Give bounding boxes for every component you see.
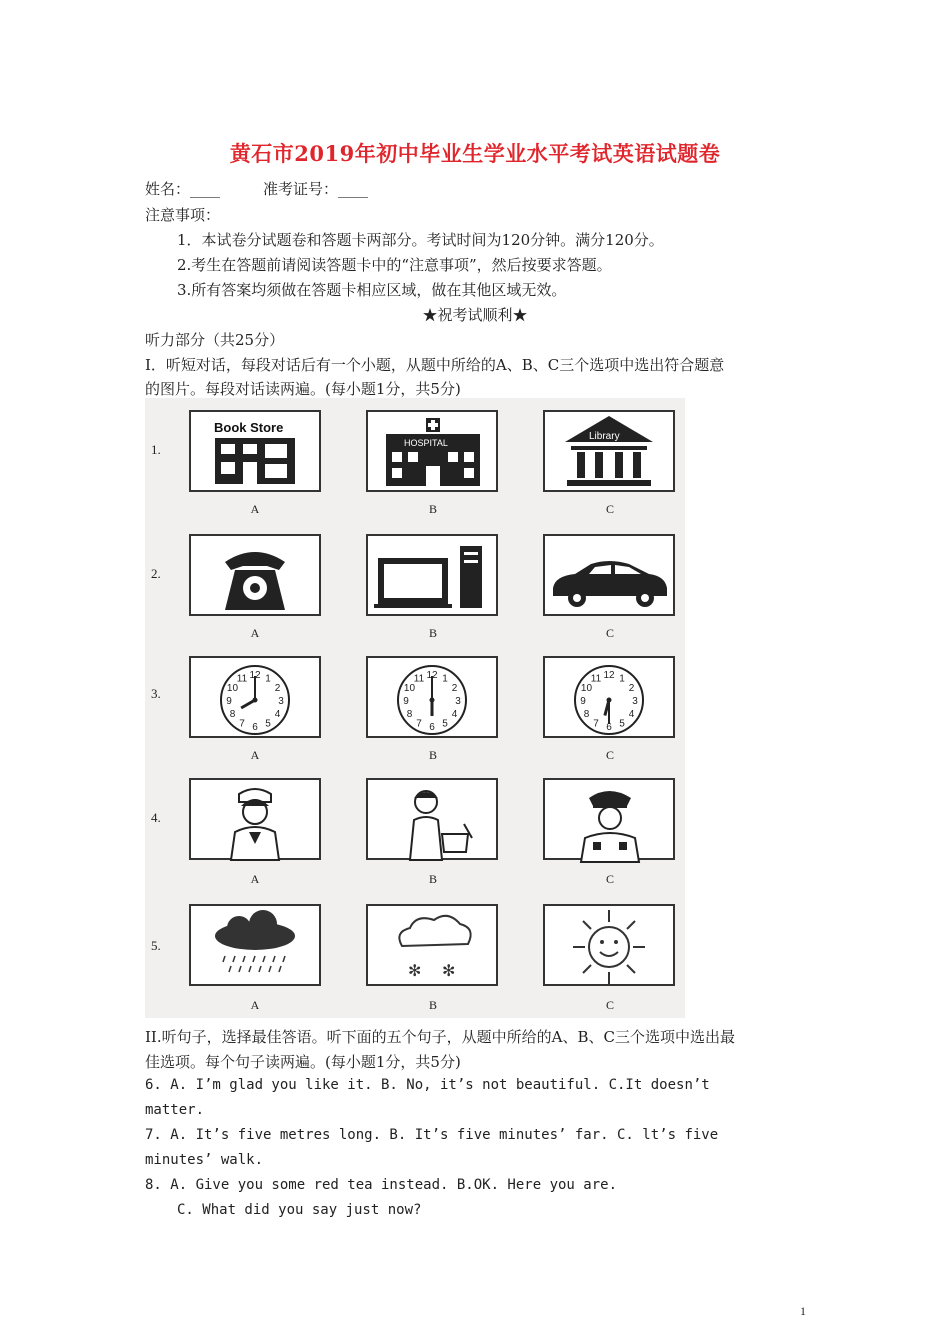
svg-text:3: 3: [455, 696, 461, 707]
page-number: 1: [800, 1304, 806, 1318]
svg-text:7: 7: [416, 718, 422, 730]
notice-item: 3.所有答案均须做在答题卡相应区域，做在其他区域无效。: [177, 281, 567, 299]
svg-text:5: 5: [265, 718, 271, 730]
svg-text:12: 12: [603, 670, 615, 681]
svg-text:8: 8: [229, 709, 236, 720]
id-field: 准考证号：____: [263, 180, 369, 198]
part1-instruction: I．听短对话，每段对话后有一个小题，从题中所给的A、B、C三个选项中选出符合题意: [145, 356, 725, 374]
svg-text:8: 8: [583, 709, 590, 720]
notice-heading: 注意事项：: [145, 206, 221, 224]
library-icon: [545, 412, 673, 490]
option-label: C: [605, 626, 614, 640]
option-label: A: [250, 998, 260, 1012]
svg-text:2: 2: [274, 683, 281, 694]
option-label: A: [250, 626, 260, 640]
svg-text:11: 11: [236, 673, 248, 685]
option-label: B: [428, 998, 437, 1012]
question-6-cont: matter.: [145, 1102, 205, 1118]
sun-icon: [545, 906, 673, 988]
svg-text:9: 9: [580, 696, 586, 707]
svg-text:5: 5: [442, 718, 448, 730]
svg-text:6: 6: [252, 722, 258, 733]
svg-text:1: 1: [265, 673, 271, 685]
svg-text:✻: ✻: [408, 963, 422, 980]
svg-text:2: 2: [628, 683, 635, 694]
question-number: 5.: [151, 938, 161, 953]
picture-question-grid: [145, 398, 685, 1018]
picture-option[interactable]: [189, 778, 321, 860]
option-label: A: [250, 872, 260, 886]
option-label: A: [250, 748, 260, 762]
svg-text:10: 10: [226, 683, 239, 694]
question-number: 2.: [151, 566, 161, 581]
hospital-icon: [368, 412, 496, 490]
snow-cloud-icon: [368, 906, 496, 988]
question-8: 8. A. Give you some red tea instead. B.OK. Here you are.: [145, 1177, 618, 1193]
svg-text:9: 9: [226, 696, 232, 707]
option-label: A: [250, 502, 260, 516]
svg-text:8: 8: [406, 709, 413, 720]
svg-text:12: 12: [249, 670, 261, 681]
svg-text:6: 6: [429, 722, 435, 733]
option-label: C: [605, 502, 614, 516]
picture-option[interactable]: [189, 656, 321, 738]
svg-text:10: 10: [403, 683, 416, 694]
picture-option[interactable]: [543, 904, 675, 986]
clock-icon: [368, 658, 496, 746]
question-6: 6. A. I’m glad you like it. B. No, it’s not beautiful. C.It doesn’t: [145, 1077, 710, 1093]
book-store-icon: [191, 412, 319, 490]
name-field: 姓名：____: [145, 180, 221, 198]
svg-text:3: 3: [278, 696, 284, 707]
picture-option[interactable]: [543, 778, 675, 860]
svg-text:1: 1: [442, 673, 448, 685]
police-officer-icon: [545, 780, 673, 868]
picture-option[interactable]: [543, 656, 675, 738]
notice-item: 1．本试卷分试题卷和答题卡两部分。考试时间为120分钟。满分120分。: [177, 231, 664, 249]
part2-instruction: II.听句子，选择最佳答语。听下面的五个句子，从题中所给的A、B、C三个选项中选出最: [145, 1028, 735, 1046]
picture-option[interactable]: [189, 410, 321, 492]
picture-option[interactable]: [366, 904, 498, 986]
part1-instruction: 的图片。每段对话读两遍。(每小题1分，共5分): [145, 380, 461, 398]
car-icon: [545, 536, 673, 614]
option-label: B: [428, 502, 437, 516]
blessing-line: ★祝考试顺利★: [422, 306, 528, 324]
svg-text:HOSPITAL: HOSPITAL: [404, 438, 448, 448]
svg-text:2: 2: [451, 683, 458, 694]
svg-text:✻: ✻: [442, 963, 456, 980]
listening-heading: 听力部分（共25分）: [145, 331, 285, 349]
option-label: C: [605, 998, 614, 1012]
option-label: B: [428, 748, 437, 762]
option-label: B: [428, 872, 437, 886]
picture-option[interactable]: [189, 534, 321, 616]
svg-text:11: 11: [590, 673, 602, 685]
picture-option[interactable]: [366, 778, 498, 860]
svg-text:12: 12: [426, 670, 438, 681]
picture-option[interactable]: [543, 534, 675, 616]
svg-text:6: 6: [606, 722, 612, 733]
clock-icon: [545, 658, 673, 746]
option-label: C: [605, 748, 614, 762]
nurse-icon: [191, 780, 319, 868]
svg-text:7: 7: [593, 718, 599, 730]
picture-option[interactable]: [366, 410, 498, 492]
telephone-icon: [191, 536, 319, 614]
computer-icon: [368, 536, 496, 614]
svg-text:5: 5: [619, 718, 625, 730]
clock-icon: [191, 658, 319, 746]
svg-text:4: 4: [274, 709, 281, 720]
exam-title: 黄石市2019年初中毕业生学业水平考试英语试题卷: [229, 141, 721, 166]
question-7: 7. A. It’s five metres long. B. It’s five minutes’ far. C. lt’s five: [145, 1127, 719, 1143]
svg-text:10: 10: [580, 683, 593, 694]
svg-text:3: 3: [632, 696, 638, 707]
svg-text:Book Store: Book Store: [214, 420, 284, 435]
question-number: 3.: [151, 686, 161, 701]
part2-instruction: 佳选项。每个句子读两遍。(每小题1分，共5分): [145, 1053, 461, 1071]
question-number: 4.: [151, 810, 161, 825]
option-label: C: [605, 872, 614, 886]
question-number: 1.: [151, 442, 161, 457]
notice-item: 2.考生在答题前请阅读答题卡中的“注意事项”，然后按要求答题。: [177, 256, 612, 274]
picture-option[interactable]: [189, 904, 321, 986]
picture-option[interactable]: [366, 656, 498, 738]
svg-text:7: 7: [239, 718, 245, 730]
svg-text:4: 4: [451, 709, 458, 720]
question-8-cont: C. What did you say just now?: [177, 1202, 422, 1218]
svg-text:4: 4: [628, 709, 635, 720]
rain-cloud-icon: [191, 906, 319, 988]
svg-text:1: 1: [619, 673, 625, 685]
question-7-cont: minutes’ walk.: [145, 1152, 264, 1168]
svg-text:11: 11: [413, 673, 425, 685]
option-label: B: [428, 626, 437, 640]
cook-icon: [368, 780, 496, 868]
svg-text:Library: Library: [589, 431, 620, 442]
svg-text:9: 9: [403, 696, 409, 707]
picture-option[interactable]: [366, 534, 498, 616]
picture-option[interactable]: [543, 410, 675, 492]
